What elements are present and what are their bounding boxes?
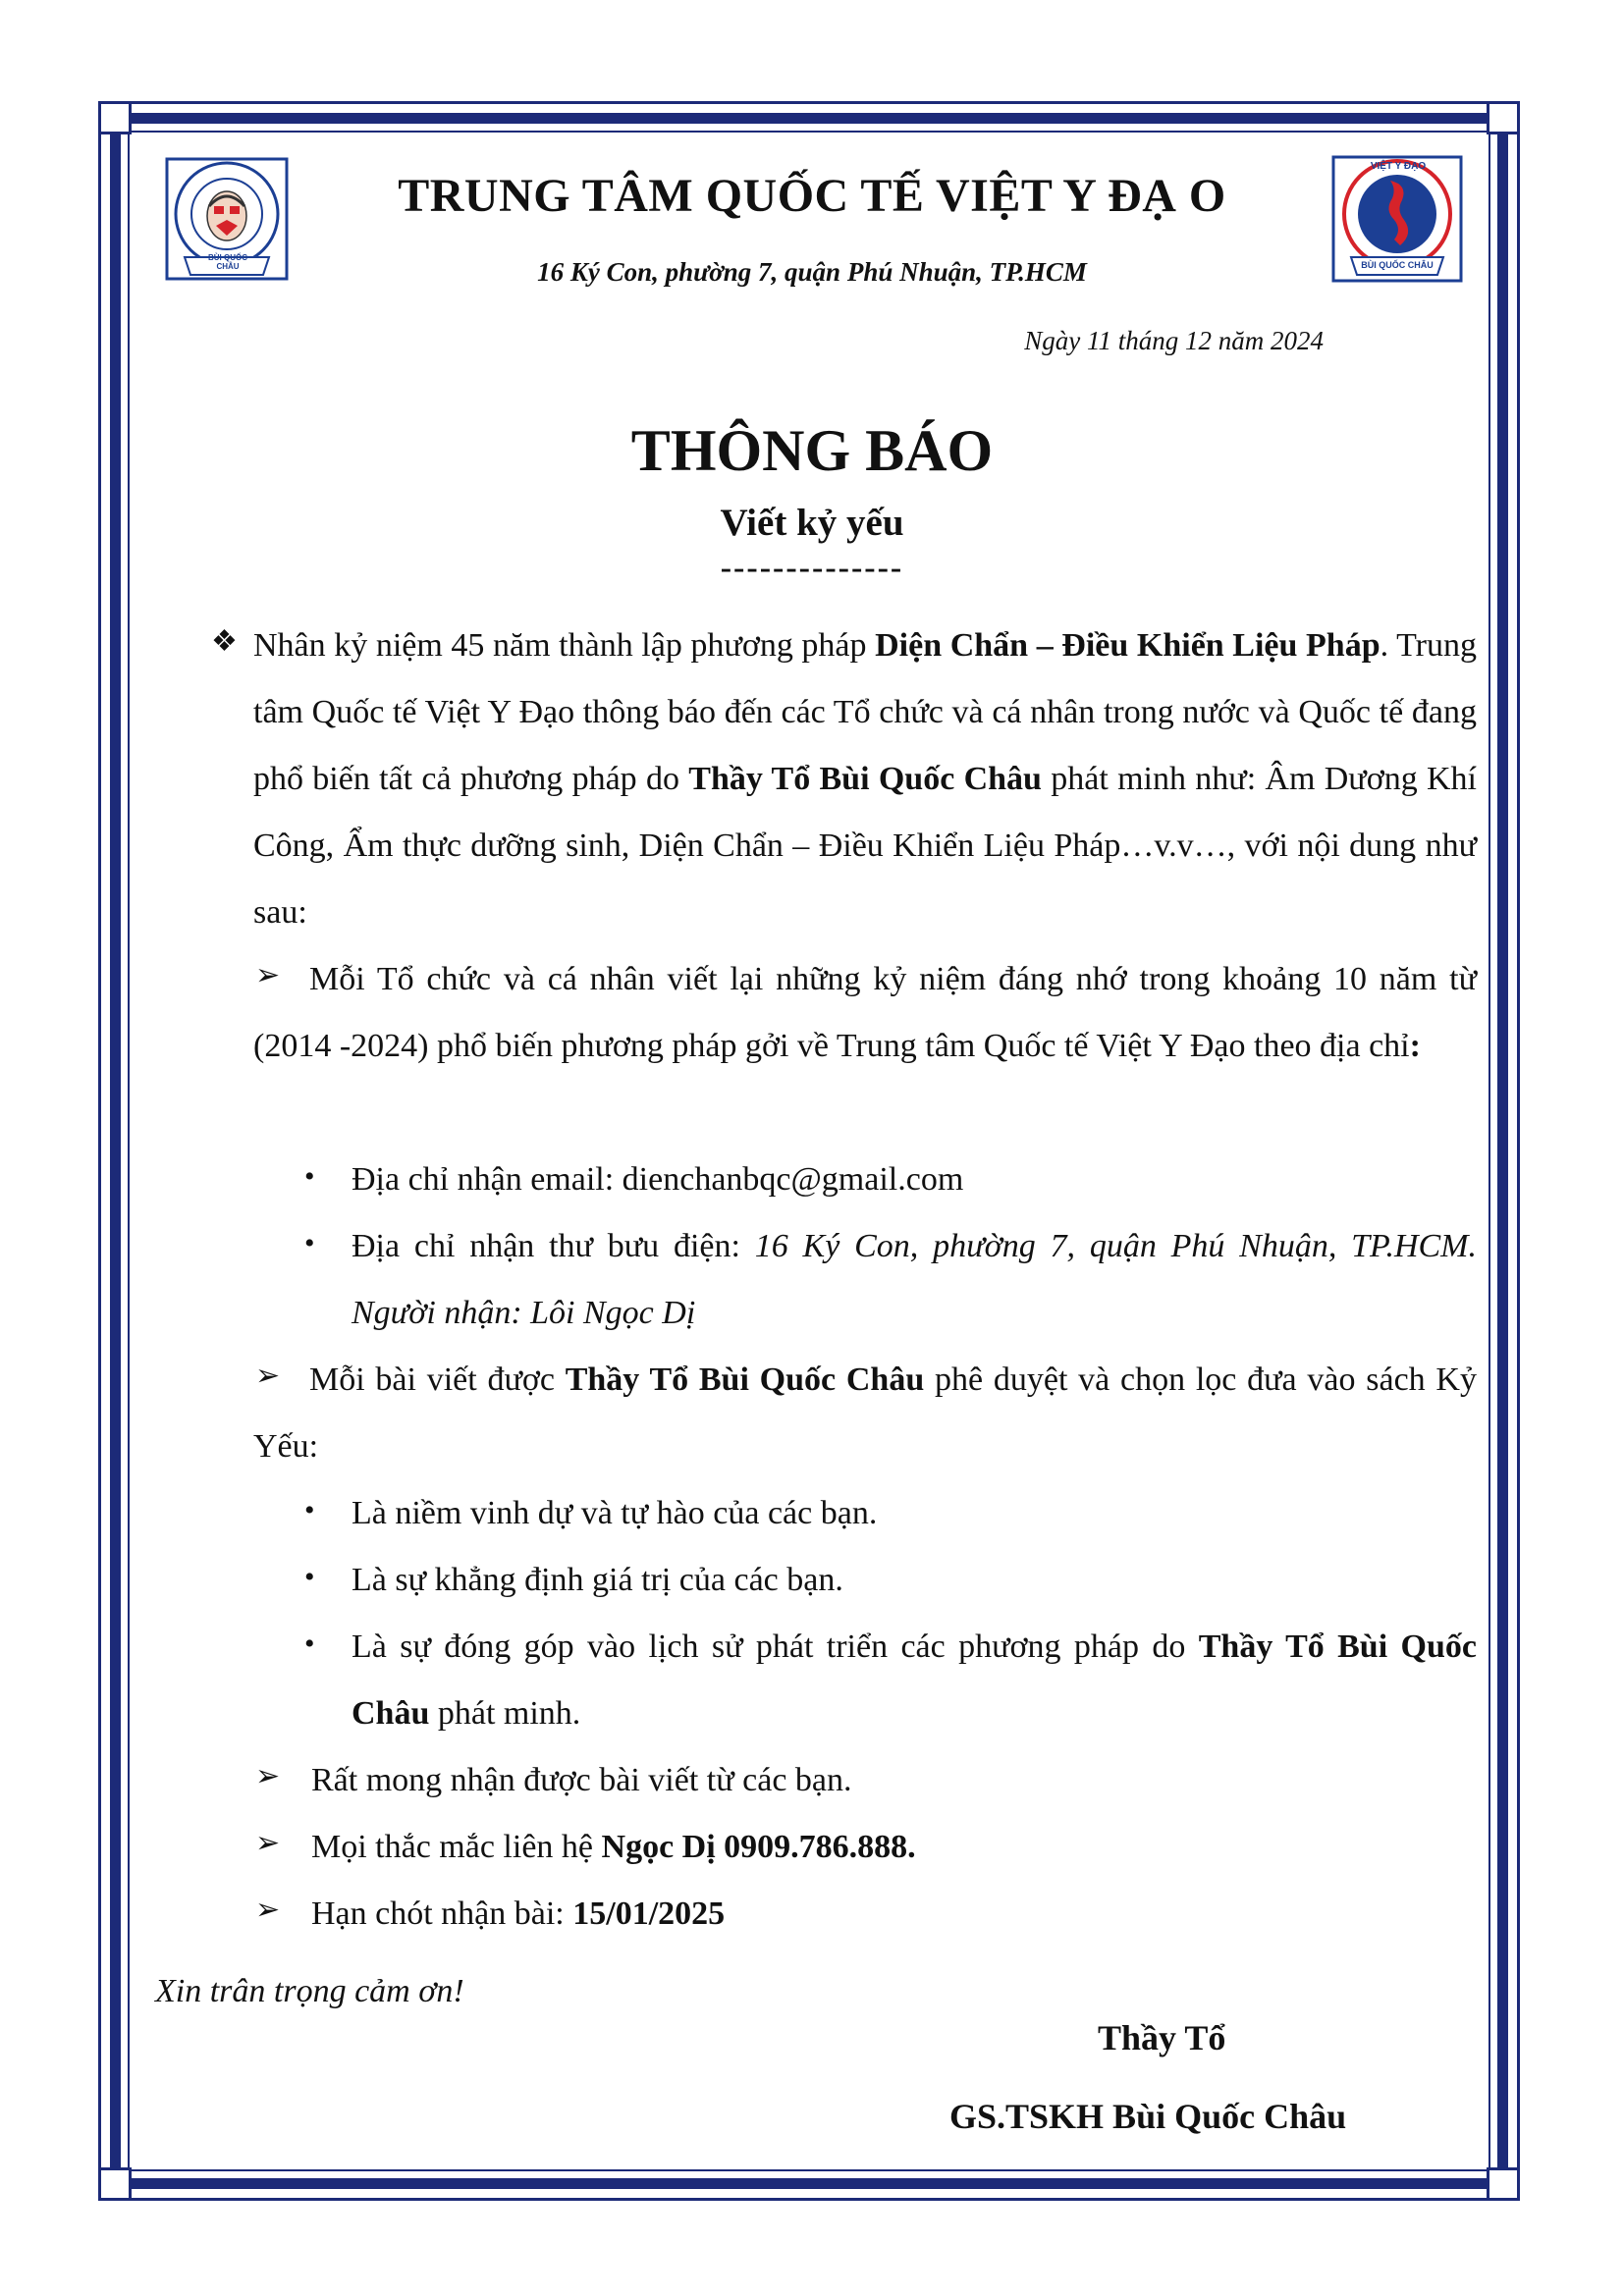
contact-line: Mọi thắc mắc liên hệ Ngọc Dị 0909.786.888. [311, 1829, 916, 1865]
diamond-bullet-icon: ❖ [211, 625, 238, 658]
intro-paragraph: Nhân kỷ niệm 45 năm thành lập phương pháp Diện Chẩn – Điều Khiển Liệu Pháp. Trung tâm Quốc tế Việt Y Đạo thông báo đến các Tổ chức và cá nhân trong nước và Quốc tế đang phổ biến tất cả phương pháp do Thầy Tổ Bùi Quốc Châu phát minh như: Âm Dương Khí Công, Ẩm thực dưỡng sinh, Diện Chẩn – Điều Khiển Liệu Pháp…v.v…, với nội dung như sau: [253, 627, 1477, 931]
benefit-contribution: Là sự đóng góp vào lịch sử phát triển các phương pháp do Thầy Tổ Bùi Quốc Châu phát minh. [352, 1629, 1477, 1732]
benefit-value: Là sự khẳng định giá trị của các bạn. [352, 1562, 843, 1598]
deadline-line: Hạn chót nhận bài: 15/01/2025 [311, 1896, 726, 1932]
benefit-honor: Là niềm vinh dự và tự hào của các bạn. [352, 1495, 878, 1531]
arrow-bullet-icon: ➢ [255, 1760, 281, 1792]
arrow-bullet-icon: ➢ [255, 1827, 281, 1859]
request-line: Rất mong nhận được bài viết từ các bạn. [311, 1762, 852, 1798]
border-corner-bottom-left [98, 2167, 132, 2201]
left-logo-caption: BÙI QUỐC CHÂU [208, 253, 247, 271]
postal-address-line: Địa chỉ nhận thư bưu điện: 16 Ký Con, phường 7, quận Phú Nhuận, TP.HCM. Người nhận: Lôi Ngọc Dị [352, 1228, 1477, 1331]
closing-thanks: Xin trân trọng cảm ơn! [155, 1973, 464, 2009]
signature-name: GS.TSKH Bùi Quốc Châu [949, 2097, 1347, 2136]
bullet-icon: • [304, 1160, 315, 1193]
border-corner-top-right [1487, 101, 1520, 134]
bullet-icon: • [304, 1561, 315, 1593]
bullet-icon: • [304, 1227, 315, 1259]
border-corner-bottom-right [1487, 2167, 1520, 2201]
bullet-icon: • [304, 1628, 315, 1660]
arrow-bullet-icon: ➢ [255, 1360, 281, 1392]
signature-title: Thầy Tổ [1098, 2018, 1226, 2057]
organization-address: 16 Ký Con, phường 7, quận Phú Nhuận, TP.HCM [537, 257, 1087, 287]
notice-subtitle: Viết kỷ yếu [720, 502, 904, 544]
notice-date: Ngày 11 tháng 12 năm 2024 [1024, 326, 1324, 355]
submission-instruction: Mỗi Tổ chức và cá nhân viết lại những kỷ niệm đáng nhớ trong khoảng 10 năm từ (2014 -2024) phổ biến phương pháp gởi về Trung tâm Quốc tế Việt Y Đạo theo địa chỉ: [253, 961, 1477, 1064]
notice-title: THÔNG BÁO [630, 418, 994, 483]
email-address-line: Địa chỉ nhận email: dienchanbqc@gmail.com [352, 1161, 964, 1198]
right-logo-bottom-text: BÙI QUỐC CHÂU [1361, 260, 1434, 270]
border-corner-top-left [98, 101, 132, 134]
right-logo-top-text: VIỆT Y ĐẠO [1370, 161, 1427, 172]
arrow-bullet-icon: ➢ [255, 959, 281, 991]
organization-name: TRUNG TÂM QUỐC TẾ VIỆT Y ĐẠ O [398, 170, 1226, 222]
approval-paragraph: Mỗi bài viết được Thầy Tổ Bùi Quốc Châu phê duyệt và chọn lọc đưa vào sách Kỷ Yếu: [253, 1362, 1477, 1465]
arrow-bullet-icon: ➢ [255, 1894, 281, 1926]
bullet-icon: • [304, 1494, 315, 1526]
title-separator: -------------- [720, 550, 904, 586]
